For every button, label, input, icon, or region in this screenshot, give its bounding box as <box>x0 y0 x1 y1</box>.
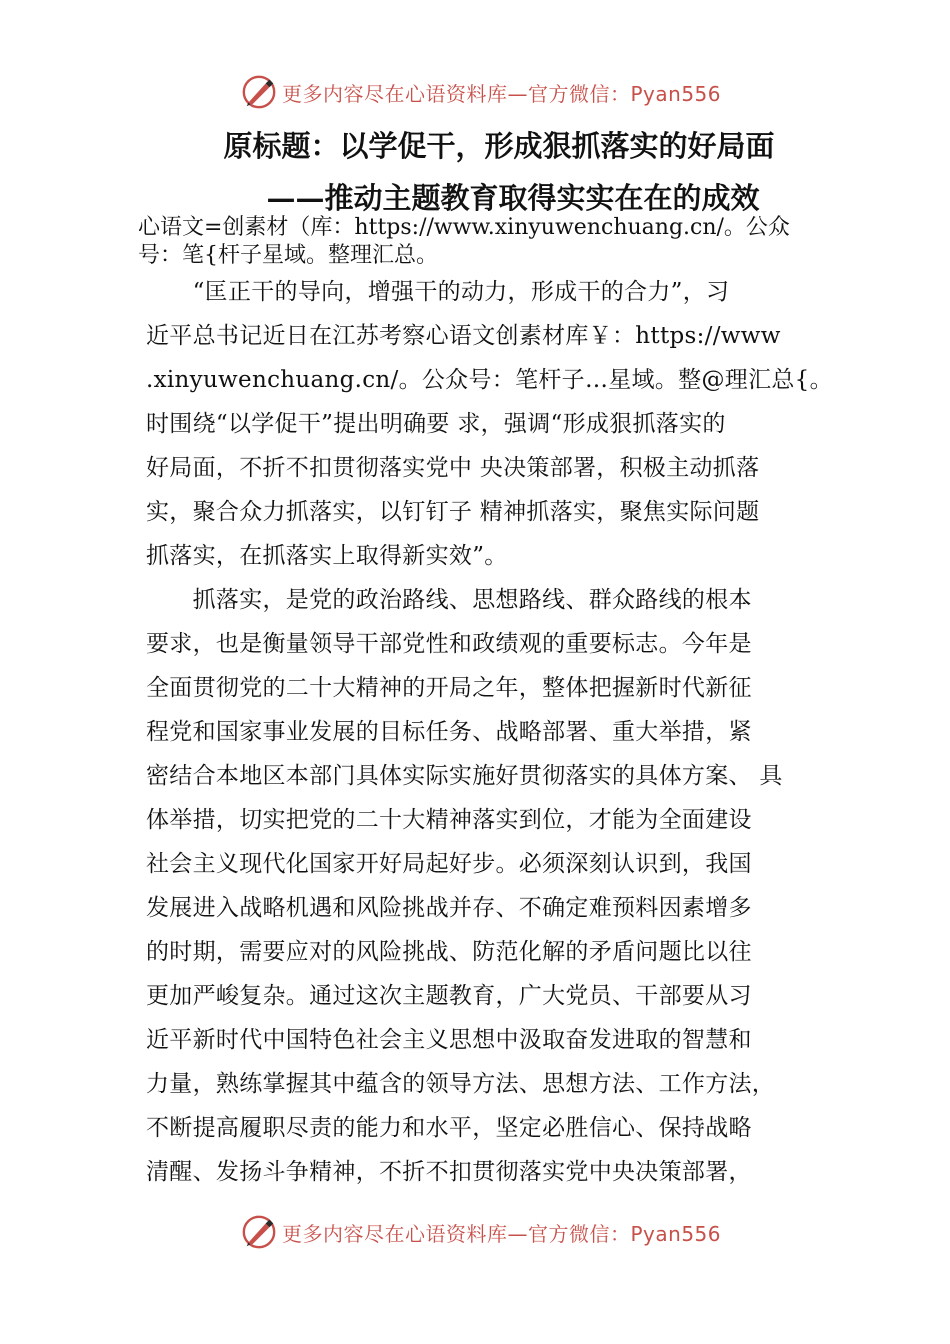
text-line: 清醒、发扬斗争精神，不折不扣贯彻落实党中央决策部署， <box>146 1159 752 1185</box>
text-line: 近平新时代中国特色社会主义思想中汲取奋发进取的智慧和 <box>146 1027 752 1053</box>
pen-logo-icon <box>240 1213 278 1251</box>
text-line: .xinyuwenchuang.cn/。公众号：笔杆子…星域。整@理汇总{。 <box>146 367 833 393</box>
text-line: 近平总书记近日在江苏考察心语文创素材库￥：https://www <box>146 323 781 349</box>
text-line: 程党和国家事业发展的目标任务、战略部署、重大举措，紧 <box>146 719 752 745</box>
source-line: 心语文=创素材（库：https://www.xinyuwenchuang.cn/。公众 <box>138 215 790 240</box>
text-line: 不断提高履职尽责的能力和水平，坚定必胜信心、保持战略 <box>146 1115 752 1141</box>
text-line: 更加严峻复杂。通过这次主题教育，广大党员、干部要从习 <box>146 983 752 1009</box>
text-line: 好局面，不折不扣贯彻落实党中 央决策部署，积极主动抓落 <box>146 455 760 481</box>
header-banner-text: 更多内容尽在心语资料库—官方微信：Pyan556 <box>282 81 722 106</box>
header-banner-content <box>240 70 721 114</box>
text-line: 实，聚合众力抓落实，以钉钉子 精神抓落实，聚焦实际问题 <box>146 499 760 525</box>
pen-logo-icon <box>240 73 278 111</box>
paragraph-2 <box>146 578 846 1194</box>
source-line: 号：笔{杆子星域。整理汇总。 <box>138 243 438 268</box>
footer-banner-content <box>240 1210 721 1254</box>
paragraph-1 <box>146 270 846 578</box>
text-line: 发展进入战略机遇和风险挑战并存、不确定难预料因素增多 <box>146 895 752 921</box>
document-title: 原标题：以学促干，形成狠抓落实的好局面 <box>223 129 775 163</box>
text-line: 抓落实，在抓落实上取得新实效”。 <box>146 543 508 569</box>
text-line: 抓落实，是党的政治路线、思想路线、群众路线的根本 <box>146 587 752 613</box>
header-banner <box>0 70 950 114</box>
text-line: 的时期，需要应对的风险挑战、防范化解的矛盾问题比以往 <box>146 939 752 965</box>
text-line: 体举措，切实把党的二十大精神落实到位，才能为全面建设 <box>146 807 752 833</box>
source-note <box>138 214 858 270</box>
text-line: 时围绕“以学促干”提出明确要 求，强调“形成狠抓落实的 <box>146 411 726 437</box>
footer-banner <box>0 1210 950 1254</box>
footer-banner-text: 更多内容尽在心语资料库—官方微信：Pyan556 <box>282 1221 722 1246</box>
text-line: 密结合本地区本部门具体实际实施好贯彻落实的具体方案、 具 <box>146 763 783 789</box>
document-subtitle: ——推动主题教育取得实实在在的成效 <box>266 181 760 215</box>
text-line: 全面贯彻党的二十大精神的开局之年，整体把握新时代新征 <box>146 675 752 701</box>
text-line: “匡正干的导向，增强干的动力，形成干的合力”，习 <box>146 279 730 305</box>
text-line: 社会主义现代化国家开好局起好步。必须深刻认识到，我国 <box>146 851 752 877</box>
text-line: 力量，熟练掌握其中蕴含的领导方法、思想方法、工作方法， <box>146 1071 776 1097</box>
text-line: 要求，也是衡量领导干部党性和政绩观的重要标志。今年是 <box>146 631 752 657</box>
